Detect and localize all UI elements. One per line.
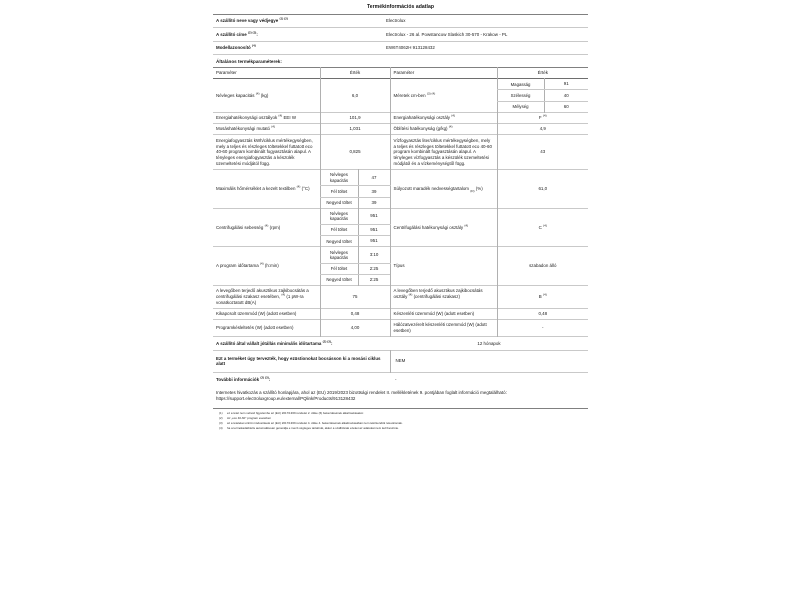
footnotes-block xyxy=(213,408,588,433)
spin-speed-label: Centrifugálási sebesség $^{(4)}$ (rpm) xyxy=(216,223,281,230)
noise-class-value: B $^{(4)}$ xyxy=(497,286,588,309)
table-row xyxy=(213,351,588,373)
spin-quarter-value: 951 xyxy=(358,236,390,247)
eei-value: 101,9 xyxy=(320,112,390,123)
table-row xyxy=(213,309,588,320)
footnote-mark: (1) (2) xyxy=(279,16,288,21)
water-consumption-value: 43 xyxy=(497,135,588,170)
footnote-mark: (4) xyxy=(271,124,276,129)
appliance-type-value: szabadon álló xyxy=(497,247,588,286)
footnote-mark: (4) xyxy=(259,261,264,266)
web-reference-url[interactable]: https://support.electroluxgroup.eu/external/PQlink/Products/913128432 xyxy=(216,396,356,402)
appliance-type-label: Típus xyxy=(390,247,497,286)
footnote-marker: (4) xyxy=(219,425,223,430)
footnote-mark: (4) xyxy=(543,223,547,228)
residual-moisture-label: Súlyozott maradék nedvességtartalom $_{(D)}$ (%) xyxy=(390,170,497,209)
airborne-noise-value: 75 xyxy=(320,286,390,309)
washing-efficiency-value: 1,031 xyxy=(320,124,390,135)
general-parameters-table xyxy=(213,67,588,337)
footnote-mark: (4) xyxy=(448,124,453,129)
table-row xyxy=(213,135,588,170)
spin-rated-label: Névleges kapacitás xyxy=(320,208,358,224)
web-reference-block xyxy=(213,386,588,406)
footnote-marker: (3) xyxy=(219,420,223,425)
duration-quarter-value: 2:25 xyxy=(358,274,390,285)
general-parameters-heading: Általános termékparaméterek: xyxy=(216,59,282,65)
rinsing-effectiveness-label: Öblítési hatékonyság (g/kg) $^{(4)}$ xyxy=(390,124,497,135)
dimension-depth-label: Mélység xyxy=(497,101,544,112)
col-header-value-left: Érték xyxy=(320,67,390,78)
spin-half-value: 951 xyxy=(358,224,390,235)
delay-start-label: Programkésleltetés (W) (adott esetben) xyxy=(216,325,294,331)
footnote-mark: (4) xyxy=(464,223,469,228)
warranty-label: A szállító által vállalt jótállás minimális időtartama $^{(2) (3)}$: xyxy=(216,339,333,346)
max-temp-quarter-label: Negyed töltet xyxy=(320,197,358,208)
table-row xyxy=(213,79,588,90)
table-row xyxy=(213,124,588,135)
residual-moisture-value: 61,0 xyxy=(497,170,588,209)
supplier-address-label: A szállító címe $^{(2) (3)}$: xyxy=(216,30,258,37)
dimension-height-value: 91 xyxy=(544,79,588,90)
max-temp-quarter-value: 39 xyxy=(358,197,390,208)
max-temp-rated-value: 47 xyxy=(358,170,390,186)
energy-class-value: F $^{(4)}$ xyxy=(497,112,588,123)
footnote-mark: (2) (3) xyxy=(260,375,269,380)
table-row xyxy=(213,337,588,350)
table-row xyxy=(213,170,588,186)
networked-standby-value: - xyxy=(497,320,588,337)
col-header-value-right: Érték xyxy=(497,67,588,78)
rated-capacity-value: 6,0 xyxy=(320,79,390,113)
footnote-mark: (4) xyxy=(252,43,256,48)
table-row xyxy=(213,208,588,224)
footnote-mark: (3) (4) xyxy=(426,91,436,96)
noise-class-label: A levegőben terjedő akusztikus zajkibocsátás osztály $^{(4)}$ (centrifugálási szakasz) xyxy=(390,286,497,309)
microplastics-label: Ezt a terméket úgy tervezték, hogy ezüstionokat bocsásson ki a mosási ciklus alatt xyxy=(216,355,381,367)
table-row xyxy=(213,247,588,263)
microplastics-value: NEM xyxy=(390,351,588,373)
delay-start-value: 4,00 xyxy=(320,320,390,337)
table-row xyxy=(213,41,588,55)
warranty-table xyxy=(213,337,588,386)
col-header-parameter-left: Paraméter xyxy=(216,70,237,76)
footnote-mark: (2) (3) xyxy=(247,30,257,35)
table-row xyxy=(213,112,588,123)
footnote-mark: (4) xyxy=(278,113,283,118)
table-row xyxy=(213,286,588,309)
footnote-text: az a tételeket érintő módosítások az (EU) 2017/1369 rendelet 4. cikke 4. bekezdésének alkalmazásában nem tekintendők relevánsnak. xyxy=(227,420,403,425)
duration-rated-value: 3:10 xyxy=(358,247,390,263)
footnote-mark: (4) xyxy=(542,113,547,118)
standby-mode-value: 0,48 xyxy=(497,309,588,320)
footnote-text: ha a termékadatbázis automatikusan generálja e mező végleges tartalmát, akkor a szállítónak ezeket az adatokat nem kell bevinnie. xyxy=(227,425,399,430)
footnote-mark: (4) xyxy=(451,113,456,118)
col-header-parameter-right: Paraméter xyxy=(390,67,497,78)
more-information-value: - xyxy=(395,376,397,382)
dimensions-label: Méretek cm-ben $^{(3) (4)}$ xyxy=(390,79,497,113)
web-reference-text: Internetes hivatkozás a szállító honlapjára, ahol az (EU) 2019/2023 bizottsági rendelet II. mellékletének 9. pontjában foglalt információ megtalálható: xyxy=(216,390,507,396)
page-title: Termékinformációs adatlap xyxy=(366,4,435,10)
footnote-mark: (4) xyxy=(255,91,260,96)
more-information-label: További információk $^{(2) (3)}$: xyxy=(216,375,271,383)
duration-quarter-label: Negyed töltet xyxy=(320,274,358,285)
footnote-mark: (4) xyxy=(264,223,269,228)
off-mode-label: Kikapcsolt üzemmód (W) (adott esetben) xyxy=(216,311,297,317)
off-mode-value: 0,48 xyxy=(320,309,390,320)
table-row xyxy=(213,14,588,28)
energy-consumption-value: 0,825 xyxy=(320,135,390,170)
duration-half-value: 2:25 xyxy=(358,263,390,274)
max-temperature-label: Maximális hőmérséklet a kezelt textilben $^{(4)}$ (°C) xyxy=(216,184,310,192)
dimension-width-value: 40 xyxy=(544,90,588,101)
footnote-text: ez a tétel nem vehető figyelembe az (EU) 2017/1369 rendelet 2. cikke (6) bekezdésének alkalmazásakor. xyxy=(227,411,364,416)
supplier-address-value: Electrolux - 26 al. Powstancow Slaskich 30-570 - Krakow - PL xyxy=(386,31,508,37)
table-row xyxy=(213,28,588,42)
rinsing-effectiveness-value: 4,9 xyxy=(497,124,588,135)
supplier-name-value: Electrolux xyxy=(386,17,406,23)
spin-class-value: C $^{(4)}$ xyxy=(497,208,588,247)
rated-capacity-label: Névleges kapacitás $^{(4)}$ (kg) xyxy=(216,91,269,98)
program-duration-label: A program időtartama $^{(4)}$ (h:min) xyxy=(216,261,279,269)
washing-efficiency-label: Mosáshatékonysági mutató $^{(4)}$ xyxy=(216,124,276,132)
airborne-noise-label: A levegőben terjedő akusztikus zajkibocsátás a centrifugálási szakasz esetében, $^{(4)}$ (1 pW-ra vonatkoztatott dB(A) xyxy=(216,288,309,305)
networked-standby-label: Hálózatvezérelt készenléti üzemmód (W) (adott esetben) xyxy=(390,320,497,337)
duration-half-label: Fél töltet xyxy=(320,263,358,274)
table-row xyxy=(213,320,588,337)
footnote-mark: (4) xyxy=(542,292,547,297)
duration-rated-label: Névleges kapacitás xyxy=(320,247,358,263)
spin-rated-value: 951 xyxy=(358,208,390,224)
spin-half-label: Fél töltet xyxy=(320,224,358,235)
footnote-mark: (4) xyxy=(408,292,413,297)
eei-label: Energiahatékonysági osztályok $^{(4)}$ EEI W xyxy=(216,113,297,121)
table-header-row xyxy=(213,67,588,78)
model-id-label: Modellazonosító $^{(4)}$ xyxy=(216,43,256,51)
footnote-item xyxy=(219,425,585,431)
max-temp-rated-label: Névleges kapacitás xyxy=(320,170,358,186)
warranty-value: 12 hónapok xyxy=(477,340,501,346)
spin-quarter-label: Negyed töltet xyxy=(320,236,358,247)
max-temp-half-label: Fél töltet xyxy=(320,186,358,197)
energy-class-label: Energiahatékonysági osztály $^{(4)}$ xyxy=(390,112,497,123)
dimension-height-label: Magasság xyxy=(497,79,544,90)
standby-mode-label: Készenléti üzemmód (W) (adott esetben) xyxy=(390,309,497,320)
footnote-text: Az „eco 40-60" program esetében xyxy=(227,416,271,421)
max-temp-half-value: 39 xyxy=(358,186,390,197)
energy-consumption-label: Energiafogyasztás kWh/ciklus mértékegységben, mely a teljes és részleges töltetekkel futtatott eco 40-60 program kombinált fogyasztásán alapul. A tényleges energiafogyasztás a készülék üzemeltetési módjától függ. xyxy=(216,137,313,167)
model-id-value: EW6T4062H 913128432 xyxy=(386,45,435,51)
supplier-name-label: A szállító neve vagy védjegye $^{(1) (2)}$ xyxy=(216,16,288,23)
supplier-table xyxy=(213,14,588,56)
dimension-width-label: Szélesség xyxy=(497,90,544,101)
footnote-mark: (4) xyxy=(281,292,286,297)
spin-class-label: Centrifugálási hatékonysági osztály $^{(4)}$ xyxy=(390,208,497,247)
footnote-marker: (1) xyxy=(219,411,223,416)
table-row xyxy=(213,372,588,386)
dimension-depth-value: 60 xyxy=(544,101,588,112)
footnote-mark: (2) (3) xyxy=(322,339,332,344)
water-consumption-label: Vízfogyasztás liter/ciklus mértékegységben, mely a teljes és részleges töltetekkel futtatott eco 40-60 program kombinált fogyasztásán alapul. A tényleges vízfogyasztás a készülék üzemeltetési módjától és a vízkeménységtől függ. xyxy=(390,135,497,170)
footnote-marker: (2) xyxy=(219,416,223,421)
footnote-mark: (4) xyxy=(296,184,301,189)
subscript-mark: (D) xyxy=(470,188,475,193)
product-information-sheet xyxy=(213,0,588,432)
